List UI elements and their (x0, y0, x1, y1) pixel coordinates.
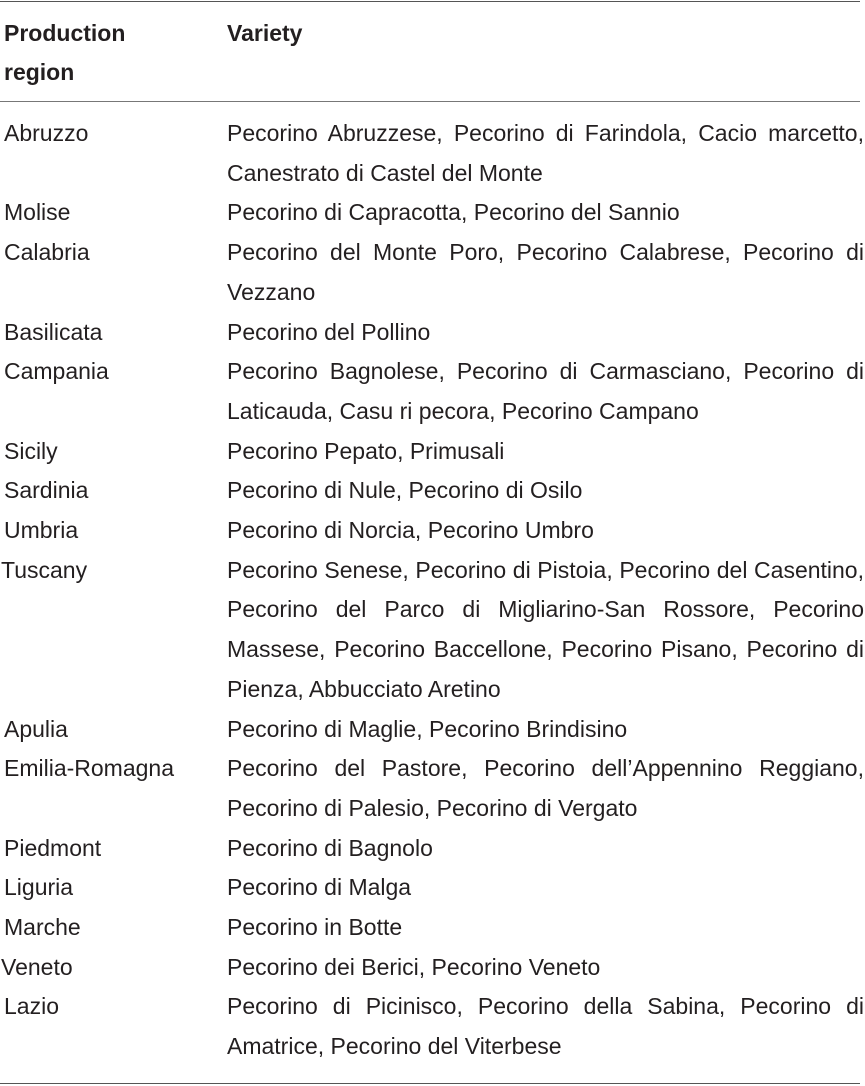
region-cell: Emilia-Romagna (4, 755, 175, 782)
variety-cell: Pecorino in Botte (227, 914, 403, 941)
table-row (0, 749, 865, 828)
table-row (0, 710, 865, 750)
variety-cell: Pecorino del Pastore, Pecorino dell’Appennino Reggiano, Pecorino di Palesio, Pecorino di Vergato (227, 755, 864, 821)
region-cell: Apulia (4, 715, 68, 742)
region-cell: Sardinia (4, 477, 89, 504)
region-cell: Tuscany (1, 556, 88, 583)
table-row (0, 114, 865, 193)
table-row (0, 868, 865, 908)
variety-cell: Pecorino di Capracotta, Pecorino del Sannio (227, 199, 680, 226)
header-production-region: Production region (4, 20, 126, 85)
table-row (0, 352, 865, 431)
table-row (0, 193, 865, 233)
variety-cell: Pecorino di Bagnolo (227, 834, 433, 861)
variety-cell: Pecorino di Nule, Pecorino di Osilo (227, 477, 583, 504)
table-row (0, 908, 865, 948)
table-top-rule (0, 1, 860, 2)
table-bottom-rule (0, 1083, 860, 1084)
table-row (0, 313, 865, 353)
variety-cell: Pecorino Bagnolese, Pecorino di Carmasciano, Pecorino di Laticauda, Casu ri pecora, Pecorino Campano (227, 358, 864, 424)
region-cell: Lazio (4, 993, 59, 1020)
table-row (0, 432, 865, 472)
table-row (0, 471, 865, 511)
region-cell: Piedmont (4, 834, 102, 861)
table-row (0, 948, 865, 988)
region-cell: Molise (4, 199, 71, 226)
header-variety: Variety (227, 20, 303, 46)
table-body (0, 114, 865, 1067)
table-row (0, 987, 865, 1066)
variety-cell: Pecorino Pepato, Primusali (227, 437, 505, 464)
region-cell: Marche (4, 914, 81, 941)
variety-cell: Pecorino dei Berici, Pecorino Veneto (227, 953, 601, 980)
variety-cell: Pecorino del Pollino (227, 318, 431, 345)
variety-cell: Pecorino di Picinisco, Pecorino della Sabina, Pecorino di Amatrice, Pecorino del Viterbese (227, 993, 864, 1060)
table-row (0, 551, 865, 710)
region-cell: Abruzzo (4, 120, 89, 146)
region-cell: Basilicata (4, 318, 103, 345)
table-row (0, 233, 865, 312)
region-cell: Sicily (4, 437, 58, 464)
region-cell: Campania (4, 358, 109, 385)
variety-cell: Pecorino del Monte Poro, Pecorino Calabrese, Pecorino di Vezzano (227, 239, 864, 305)
table-header-rule (0, 101, 860, 102)
region-cell: Calabria (4, 239, 90, 266)
variety-cell: Pecorino di Maglie, Pecorino Brindisino (227, 715, 628, 742)
table-row (0, 829, 865, 869)
region-cell: Umbria (4, 517, 79, 544)
variety-cell: Pecorino Abruzzese, Pecorino di Farindola, Cacio marcetto, Canestrato di Castel del Monte (227, 120, 864, 186)
variety-cell: Pecorino di Norcia, Pecorino Umbro (227, 517, 594, 544)
variety-cell: Pecorino Senese, Pecorino di Pistoia, Pecorino del Casentino, Pecorino del Parco di Migliarino-San Rossore, Pecorino Massese, Pecorino Baccellone, Pecorino Pisano, Pecorino di Pienza, Abbucciato Aretino (227, 556, 864, 702)
region-cell: Liguria (4, 874, 74, 901)
region-cell: Veneto (1, 953, 73, 980)
table-row (0, 511, 865, 551)
variety-cell: Pecorino di Malga (227, 874, 412, 901)
